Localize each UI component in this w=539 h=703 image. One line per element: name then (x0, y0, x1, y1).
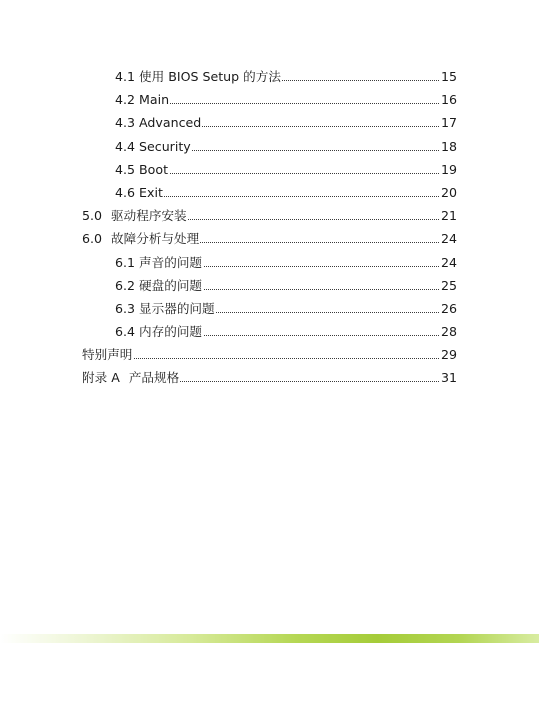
toc-entry[interactable] (0, 181, 539, 204)
toc-page-number: 29 (439, 343, 457, 366)
toc-entry-title: 6.3 显示器的问题 (115, 300, 215, 316)
toc-page-number: 24 (439, 251, 457, 274)
toc-entry-label (82, 204, 188, 227)
toc-entry-label (115, 251, 203, 274)
toc-page-number: 21 (439, 204, 457, 227)
toc-leader-dots (125, 196, 439, 197)
toc-entry-label (115, 135, 192, 158)
toc-entry-title: 4.4 Security (115, 138, 191, 154)
toc-page-number: 24 (439, 227, 457, 250)
toc-leader-dots (125, 173, 439, 174)
toc-entry-label (115, 297, 216, 320)
toc-entry[interactable] (0, 366, 539, 389)
toc-entry-title: 驱动程序安装 (111, 208, 187, 224)
toc-entry-title: 4.2 Main (115, 92, 170, 108)
toc-page-number: 17 (439, 111, 457, 134)
toc-entry-number: 附录 A (82, 370, 120, 386)
toc-entry-label (115, 158, 169, 181)
toc-entry[interactable] (0, 320, 539, 343)
toc-entry[interactable] (0, 65, 539, 88)
toc-entry-title: 4.3 Advanced (115, 115, 202, 131)
toc-entry-label (115, 274, 203, 297)
toc-entry-label (115, 88, 170, 111)
toc-entry-title: 故障分析与处理 (111, 231, 200, 247)
toc-entry-title: 4.5 Boot (115, 161, 169, 177)
toc-page-number: 25 (439, 274, 457, 297)
toc-entry-label (115, 111, 202, 134)
toc-entry-title: 4.6 Exit (115, 184, 163, 200)
toc-entry-label (115, 65, 282, 88)
toc-entry-label (115, 181, 164, 204)
toc-page-number: 20 (439, 181, 457, 204)
toc-page-number: 28 (439, 320, 457, 343)
toc-page-number: 15 (439, 65, 457, 88)
toc-entry[interactable] (0, 135, 539, 158)
toc-entry[interactable] (0, 297, 539, 320)
toc-entry-number: 5.0 (82, 208, 103, 224)
toc-entry-title: 6.1 声音的问题 (115, 254, 203, 270)
toc-page-number: 18 (439, 135, 457, 158)
toc-page-number: 31 (439, 366, 457, 389)
toc-entry-title: 产品规格 (128, 370, 180, 386)
toc-entry[interactable] (0, 204, 539, 227)
toc-entry-label (82, 227, 200, 250)
toc-leader-dots (90, 358, 439, 359)
toc-entry-label (115, 320, 203, 343)
toc-entry[interactable] (0, 111, 539, 134)
toc-entry-label (82, 366, 180, 389)
footer-accent-bar (0, 634, 539, 643)
toc-entry-label (82, 343, 133, 366)
toc-entry[interactable] (0, 251, 539, 274)
toc-entry-title: 6.2 硬盘的问题 (115, 277, 203, 293)
toc-entry-title: 4.1 使用 BIOS Setup 的方法 (115, 69, 281, 84)
toc-entry-number: 6.0 (82, 231, 103, 247)
toc-page-number: 19 (439, 158, 457, 181)
toc-entry[interactable] (0, 274, 539, 297)
toc-entry[interactable] (0, 88, 539, 111)
toc-entry[interactable] (0, 227, 539, 250)
toc-entry[interactable] (0, 343, 539, 366)
toc-entry-title: 6.4 内存的问题 (115, 324, 203, 340)
table-of-contents (0, 65, 539, 390)
toc-entry[interactable] (0, 158, 539, 181)
toc-page-number: 26 (439, 297, 457, 320)
toc-entry-title: 特别声明 (82, 347, 133, 363)
toc-page-number: 16 (439, 88, 457, 111)
toc-leader-dots (125, 103, 439, 104)
